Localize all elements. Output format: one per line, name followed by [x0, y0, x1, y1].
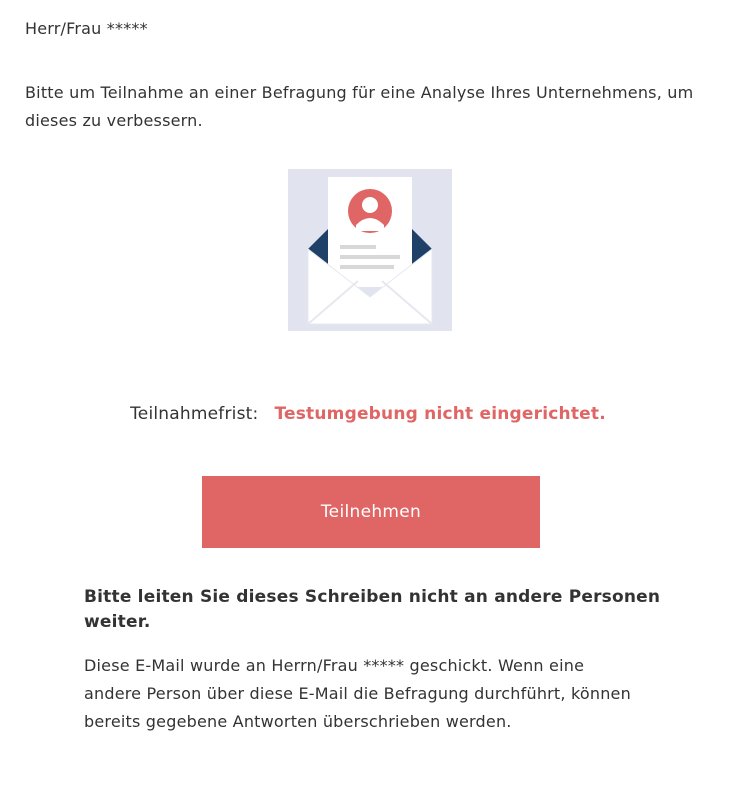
- warning-body: Diese E-Mail wurde an Herrn/Frau ***** geschickt. Wenn eine andere Person über diese E-Mail die Befragung durchführt, können bereits gegebene Antworten überschrieben werden.: [84, 656, 631, 731]
- greeting-text: Herr/Frau *****: [25, 19, 148, 38]
- deadline-row: [0, 401, 736, 427]
- envelope-letter-profile-icon: [288, 169, 452, 331]
- deadline-label: Teilnahmefrist:: [130, 404, 259, 424]
- intro-text: Bitte um Teilnahme an einer Befragung für eine Analyse Ihres Unternehmens, um dieses zu verbessern.: [25, 83, 694, 130]
- warning-title: Bitte leiten Sie dieses Schreiben nicht an andere Personen weiter.: [84, 587, 661, 632]
- deadline-value: Testumgebung nicht eingerichtet.: [274, 404, 606, 424]
- join-survey-button[interactable]: Teilnehmen: [202, 476, 540, 548]
